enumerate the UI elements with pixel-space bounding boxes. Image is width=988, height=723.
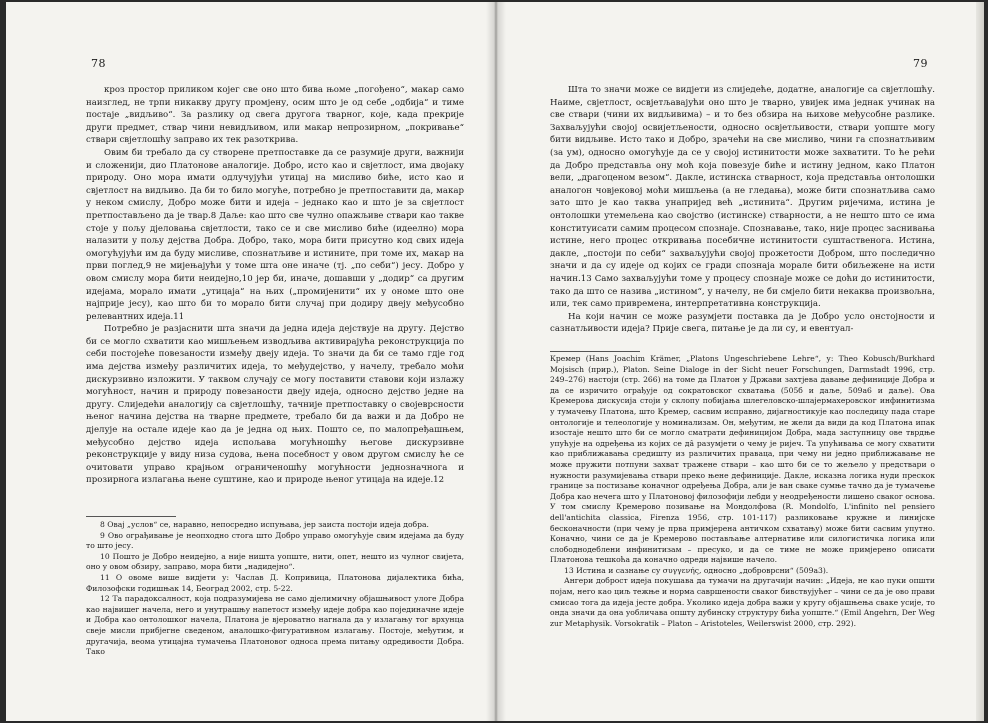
footnote: 11 О овоме више видјети у: Часлав Д. Копривица, Платонова дијалектика бића, Филозофски годишњак 14, Београд 2002, стр. 5-22. (86, 572, 464, 593)
left-page (6, 2, 494, 721)
page-edge (976, 2, 984, 721)
paragraph: кроз простор приликом којег све оно што бива њоме „погођено“, макар само наизглед, не трпи никакву другу промјену, осим што је од себе „одбија“ и тиме постаје „видљиво“. За разлику од свега другога тварног, које, када прекрије други предмет, ствар чини невидљивом, или макар непрозирном, „покривање“ ствари свјетлошћу заправо их тек разоткрива. (86, 85, 464, 146)
footnotes (550, 354, 935, 629)
footnote: 8 Овај „услов“ се, наравно, непосредно испуњава, јер заиста постоји идеја добра. (100, 520, 429, 529)
book-spread (6, 2, 984, 721)
page-number: 78 (91, 57, 106, 70)
footnote: 13 Истина и сазнање су συγγενής, односно „доброврсни“ (509а3). (564, 565, 829, 575)
footnote: Кремер (Hans Joachim Krämer, „Platons Ungeschriebene Lehre“, у: Theo Kobusch/Burkhard Mojsisch (прир.), Platon. Seine Dialoge in der Sicht neuer Forschungen, Darmstadt 1996, стр. 249–276) настоји (стр. 266) на томе да Платон у Држави захтјева давање дефиниције Добра и да се изричито ограђује од сократовског схватања (505б и даље, 509а6 и даље). Ова Кремерова дискусија стоји у склопу побијања шлегеловско-шлајермахеровског инфинитизма у тумачењу Платона, што Кремер, сасвим исправно, дијагностикује као последицу пада старе онтологије и телеологије у номинализам. Он, међутим, не жели да види да код Платона ипак изостаје нешто што би се могло сматрати дефиницијом Добра, мада заступницу ове тврдње упућује на одређења из којих се дâ разумјети о чему је ријеч. Та упућивања се могу схватити као приближавања средишту из различитих праваца, при чему ни једно приближавање не може пружити потпуни захват тражене ствари – као што би се то жељело у предствари о нужности разумијевања ствари преко њене дефиниције. Дакле, исказна логика нуди прескок границе за постизање коначног одређења Добра, али је ван сваке сумње тачно да је тумачење Добра као нечега што у Платоновој филозофији лебди у неодређености лишено сваког основа. У том смислу Кремерово позивање на Мондолфова (R. Mondolfo, L'infinito nel pensiero dell'antichita classica, Firenza 1956, стр. 101-117) разликовање кружне и линијске бесконачности (при чему је прва примјерена античком схватању) може бити сасвим упутно. Коначно, чини се да је Кремерово постављање алтернативе или силогистичка логика или слободнодеблени инфинитизам – пресуко, и да се тиме не може примјерено описати Платонова тешкоћа да коначно одреди највише начело. (550, 354, 935, 565)
footnotes (86, 520, 464, 658)
footnote-rule (550, 351, 640, 352)
paragraph: На који начин се може разумјети поставка да је Добро усло онстојности и сазнатљивости идеја? Прије свега, питање је да ли су, и евентуал- (550, 311, 935, 335)
right-page (496, 2, 984, 721)
footnote: 10 Пошто је Добро неидејно, а није ништа уопште, нити, опет, нешто из чулног свијета, оно у овом обзиру, заправо, мора бити „надидејно“. (86, 551, 464, 572)
page-number: 79 (913, 57, 928, 70)
footnote: 9 Ово ограђивање је неопходно стога што Добро управо омогућује свим идејама да буду то што јесу. (86, 530, 464, 551)
footnote-rule (86, 516, 176, 517)
body-text (86, 84, 464, 487)
body-text (550, 84, 935, 336)
footnote: 12 Та парадоксалност, која подразумијева не само дјелимичну објашњивост улоге Добра као највишег начела, него и унутрашњу напетост између идеје добра као појединачне идеје и Добра као онтолошког начела, Платона је вјероватно нагнала да у излагању тог врхунца свеје мисли прибјегне сведеном, аналошко-фигуративном излагању. Постоје, међутим, и другачија, веома утицајна тумачења Платоновог односа према питању одредивости Добра. Тако (86, 594, 464, 657)
footnote: Ангери добрoст идеја покушава да тумачи на другачији начин: „Идеја, не као пуки општи појам, него као циљ тежње и норма савршености сваког бивствујућег – чини се да је ово прави смисао тога да идеја јесте добра. Уколико идеја добра важи у кругу објашњења сваке усије, то онда значи да она уобличава општу дубинску структуру бића уопште.“ (Emil Angehrn, Der Weg zur Metaphysik. Vorsokratik – Platon – Aristoteles, Weilerswist 2000, стр. 292). (550, 576, 935, 628)
paragraph: Шта то значи може се видјети из слиједеће, додатне, аналогије са свјетлошћу. Наиме, свјетлост, освјетљавајући оно што је тварно, увијек има једнак учинак на све ствари (чини их видљивима) – и то без обзира на њихове међусобне разлике. Захваљујући својој освијетљености, односно освјетљивости, ствари уопште могу бити видљиве. Исто тако и Добро, зрачећи на све мисливо, чини га спознатљивим (за ум), односно омогућује да се у својој истинитости може захватити. То ће рећи да Добро представља ону моћ која повезује биће и истину једном, како Платон вели, „драгоценом везом“. Дакле, истинска стварност, која представља онтолошки аналогон човјековој моћи мишљења (а не гледања), може бити спознатљива само зато што је као таква унапријед већ „истинита“. Другим ријечима, истина је онтолошки утемељена као својство (истинске) стварности, а не нешто што се има конституисати самим процесом спознаје. Спознавање, тако, није процес заснивања истине, него процес откривања посебичне истинитости суштаственога. Истина, дакле, „постоји по себи“ захваљујући својој прожетости Добром, што последично значи и да су идеје од којих се гради спознаја морале бити обиљежене на исти начин.13 Само захваљујући томе у процесу спознаје може се доћи до истинитости, тако да што се назива „истином“, у начелу, не би смјело бити некаква произвољна, или, тек само привремена, интерпретативна конструкција. (550, 85, 935, 310)
paragraph: Потребно је разјаснити шта значи да једна идеја дејствује на другу. Дејство би се могло схватити као мишљењем изводљива активирајућа реконструкција по себи постојеће повезаности између двеју идеја. То значи да би се тамо гдје год има дејства између различитих идеја, то међудејство, у начелу, требало моћи дискурзивно изложити. У таквом случају се могу поставити ставови који излажу могућност, начин и природу повезаности двеју идеја, односно дејство једне на другу. Слиједећи аналогију са свјетлошћу, тачније претпоставку о својеврсности њеног начина дејства на тварне предмете, требало би да важи и да Добро не дјелује на остале идеје као да је једна од њих. Пошто се, по малопређашњем, међусобно дејство идеја испољава могућношћу његове дискурзивне реконструкције у виду низа судова, њена посебност у овом другом смислу ће се очитовати управо крајњом ограниченошћу могућности једнозначнога и прозирнога излагања њене суштине, као и природе њеног утицаја на идеје.12 (86, 324, 464, 486)
paragraph: Овим би требало да су створене претпоставке да се разумије други, важнији и сложенији, дио Платонове аналогије. Добро, исто као и свјетлост, има двојаку природу. Оно мора имати одлучујући утицај на мисливо биће, исто као и свјетлост на видљиво. Да би то било могуће, потребно је претпоставити да, макар у неком смислу, Добро може бити и идеја – једнако као и што је за свјетлост претпостављено да је твар.8 Даље: као што све чулно опажљиве ствари као такве стоје у пољу дјеловања свјетлости, тако се и све мисливо биће (идеелно) мора налазити у пољу дејства Добра. Добро, тако, мора бити присутно код свих идеја омогућујући им да буду мисливе, спознатљиве и истините, при томе их, макар на први поглед,9 не мијењајући у томе шта оне иначе (тј. „по себи“) јесу. Добро у овом смислу мора бити неидејно,10 јер би, иначе, дошавши у „додир“ са другим идејама, морало имати „утицаја“ на њих („промијенити“ их у ономе што оне најприје јесу), као што би то морало бити случај при додиру двеју међусобно релевантних идеја.11 (86, 147, 464, 322)
